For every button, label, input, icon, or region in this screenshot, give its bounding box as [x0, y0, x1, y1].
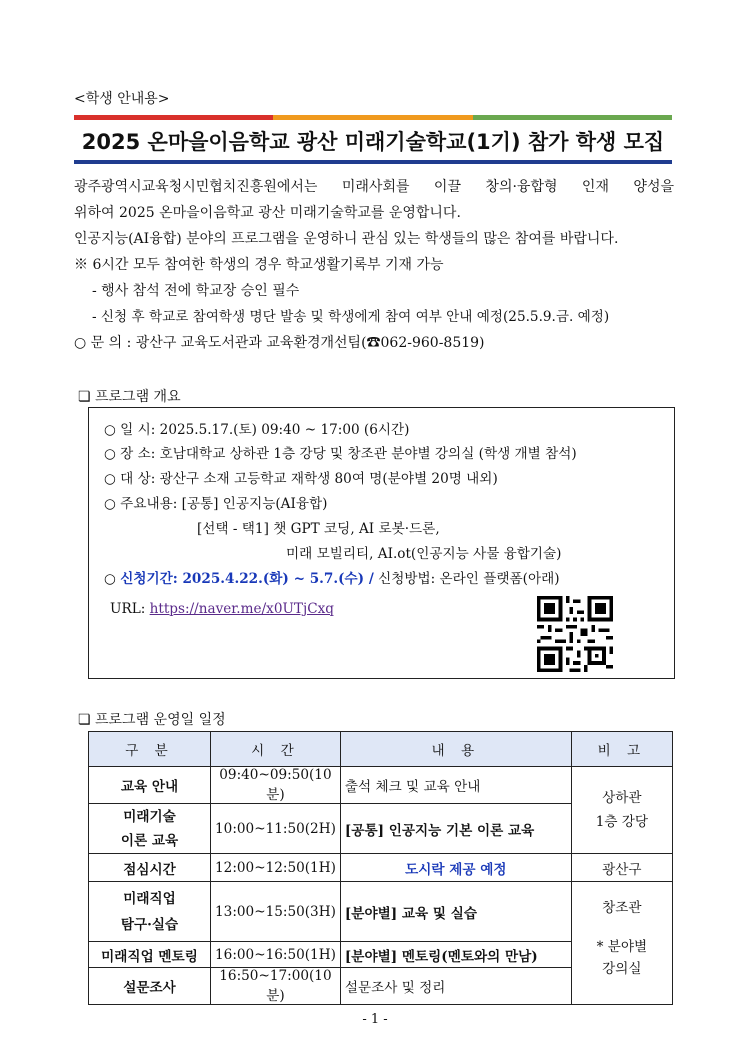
row-time: 10:00~11:50(2H) [211, 804, 341, 854]
row-content: [분야별] 멘토링(멘토와의 만남) [340, 942, 571, 968]
header-time: 시 간 [211, 732, 341, 767]
header-note: 비 고 [571, 732, 672, 767]
row-time: 16:50~17:00(10분) [211, 968, 341, 1005]
page-number: - 1 - [362, 1012, 388, 1027]
url-label: URL: [110, 601, 150, 617]
intro-bullet-2: - 신청 후 학교로 참여학생 명단 발송 및 학생에게 참여 여부 안내 예정(25.5.9.금. 예정) [92, 309, 610, 325]
row-division: 미래직업 탐구·실습 [89, 882, 211, 942]
row-content: 출석 체크 및 교육 안내 [340, 767, 571, 804]
schedule-heading: ❏ 프로그램 운영일 일정 [78, 712, 226, 728]
row-note: 상하관 1층 강당 [571, 767, 672, 854]
row-time: 09:40~09:50(10분) [211, 767, 341, 804]
overview-content-3: 미래 모빌리티, AI.ot(인공지능 사물 융합기술) [286, 546, 562, 562]
row-division: 미래직업 멘토링 [89, 942, 211, 968]
row-content: [공통] 인공지능 기본 이론 교육 [340, 804, 571, 854]
header-content: 내 용 [340, 732, 571, 767]
intro-note: ※ 6시간 모두 참여한 학생의 경우 학교생활기록부 기재 가능 [74, 257, 444, 273]
overview-place: ○ 장 소: 호남대학교 상하관 1층 강당 및 창조관 분야별 강의실 (학생 개별 참석) [104, 446, 577, 462]
row-time: 12:00~12:50(1H) [211, 854, 341, 882]
url-line [110, 601, 334, 617]
url-link[interactable]: https://naver.me/x0UTjCxq [149, 601, 334, 617]
apply-marker: ○ [104, 571, 121, 587]
apply-period: 신청기간: 2025.4.22.(화) ~ 5.7.(수) / [120, 571, 374, 587]
row-note-room: * 분야별 강의실 [596, 939, 648, 977]
intro-bullet-1: - 행사 참석 전에 학교장 승인 필수 [92, 283, 300, 299]
overview-heading: ❏ 프로그램 개요 [78, 389, 181, 405]
row-note: 광산구 [571, 854, 672, 882]
row-division: 교육 안내 [89, 767, 211, 804]
overview-content-2: [선택 - 택1] 챗 GPT 코딩, AI 로봇·드론, [197, 521, 440, 537]
header-division: 구 분 [89, 732, 211, 767]
overview-target: ○ 대 상: 광산구 소재 고등학교 재학생 80여 명(분야별 20명 내외) [104, 471, 498, 487]
row-division: 미래기술 이론 교육 [89, 804, 211, 854]
overview-date: ○ 일 시: 2025.5.17.(토) 09:40 ~ 17:00 (6시간) [104, 422, 410, 438]
overview-content: ○ 주요내용: [공통] 인공지능(AI융합) [104, 496, 328, 512]
apply-line [104, 567, 560, 587]
header-tag: <학생 안내용> [74, 91, 170, 107]
row-time: 16:00~16:50(1H) [211, 942, 341, 968]
row-content: 설문조사 및 정리 [340, 968, 571, 1005]
table-row [89, 767, 673, 804]
row-note-building: 창조관 [602, 900, 642, 916]
table-row [89, 882, 673, 942]
intro-line-2: 위하여 2025 온마을이음학교 광산 미래기술학교를 운영합니다. [74, 205, 461, 221]
intro-line-1: 광주광역시교육청시민협치진흥원에서는 미래사회를 이끌 창의·융합형 인재 양성을 [74, 179, 674, 195]
row-division: 점심시간 [89, 854, 211, 882]
row-time: 13:00~15:50(3H) [211, 882, 341, 942]
row-content: [분야별] 교육 및 실습 [340, 882, 571, 942]
intro-line-3: 인공지능(AI융합) 분야의 프로그램을 운영하니 관심 있는 학생들의 많은 참여를 바랍니다. [74, 231, 619, 247]
title-underline [74, 160, 672, 164]
title-color-bar [74, 115, 672, 120]
schedule-table [88, 731, 673, 1005]
contact-info: ○ 문 의 : 광산구 교육도서관과 교육환경개선팀(☎062-960-8519) [74, 335, 485, 351]
row-division: 설문조사 [89, 968, 211, 1005]
table-header-row [89, 732, 673, 767]
apply-method: 신청방법: 온라인 플랫폼(아래) [373, 571, 560, 587]
row-note-group [571, 882, 672, 1005]
qr-code[interactable] [536, 596, 614, 672]
table-row [89, 854, 673, 882]
page-title: 2025 온마을이음학교 광산 미래기술학교(1기) 참가 학생 모집 [81, 130, 665, 154]
row-content: 도시락 제공 예정 [340, 854, 571, 882]
